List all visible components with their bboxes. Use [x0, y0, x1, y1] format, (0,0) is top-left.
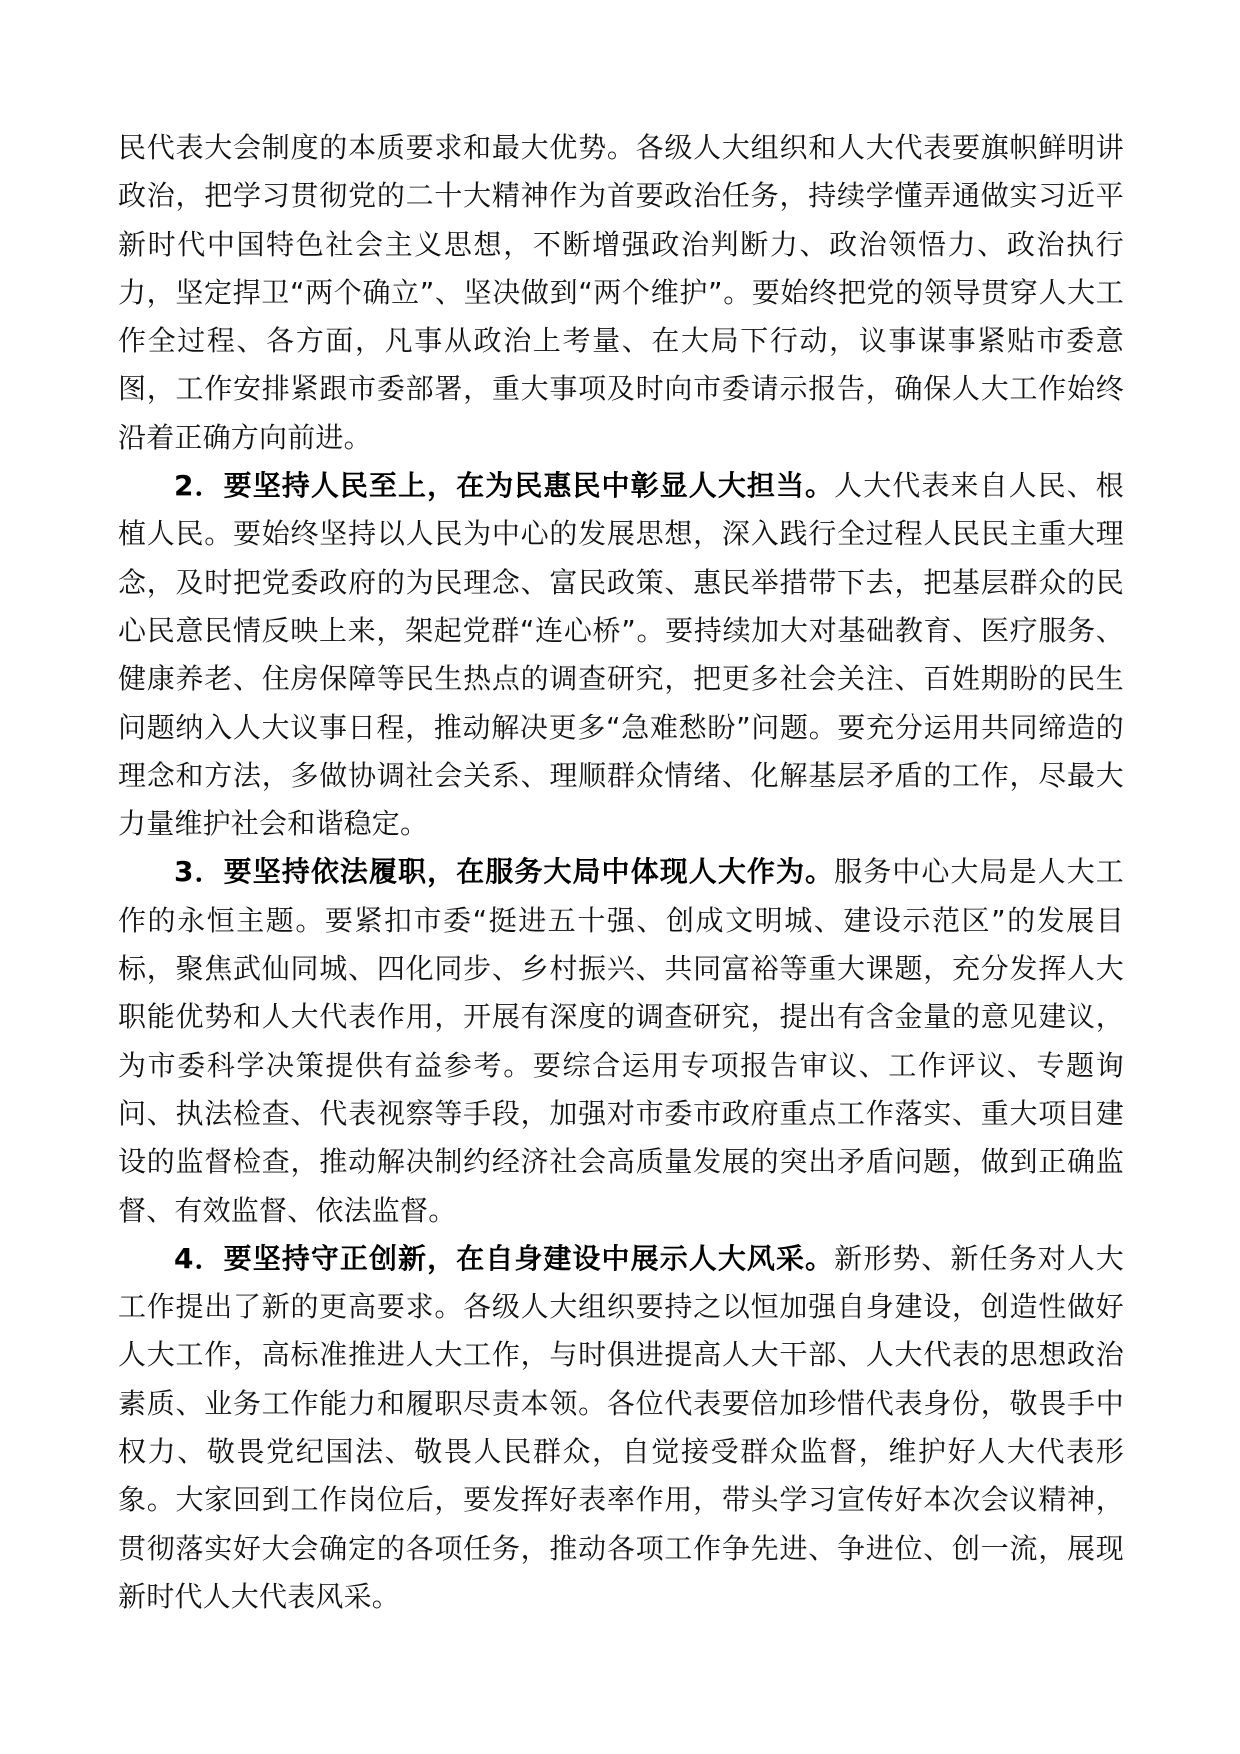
paragraph-text: 服务中心大局是人大工作的永恒主题。要紧扣市委“挺进五十强、创成文明城、建设示范区”的发展目标，聚焦武仙同城、四化同步、乡村振兴、共同富裕等重大课题，充分发挥人大职能优势和人大代表作用，开展有深度的调查研究，提出有含金量的意见建议，为市委科学决策提供有益参考。要综合运用专项报告审议、工作评议、专题询问、执法检查、代表视察等手段，加强对市委市政府重点工作落实、重大项目建设的监督检查，推动解决制约经济社会高质量发展的突出矛盾问题，做到正确监督、有效监督、依法监督。 [118, 855, 1124, 1227]
paragraph-text: 民代表大会制度的本质要求和最大优势。各级人大组织和人大代表要旗帜鲜明讲政治，把学习贯彻党的二十大精神作为首要政治任务，持续学懂弄通做实习近平新时代中国特色社会主义思想，不断增强政治判断力、政治领悟力、政治执行力，坚定捍卫“两个确立”、坚决做到“两个维护”。要始终把党的领导贯穿人大工作全过程、各方面，凡事从政治上考量、在大局下行动，议事谋事紧贴市委意图，工作安排紧跟市委部署，重大事项及时向市委请示报告，确保人大工作始终沿着正确方向前进。 [118, 131, 1124, 454]
paragraph-text: 人大代表来自人民、根植人民。要始终坚持以人民为中心的发展思想，深入践行全过程人民民主重大理念，及时把党委政府的为民理念、富民政策、惠民举措带下去，把基层群众的民心民意民情反映上来，架起党群“连心桥”。要持续加大对基础教育、医疗服务、健康养老、住房保障等民生热点的调查研究，把更多社会关注、百姓期盼的民生问题纳入人大议事日程，推动解决更多“急难愁盼”问题。要充分运用共同缔造的理念和方法，多做协调社会关系、理顺群众情绪、化解基层矛盾的工作，尽最大力量维护社会和谐稳定。 [118, 469, 1124, 841]
paragraph-continued [118, 124, 1124, 462]
document-body [118, 124, 1124, 1621]
paragraph-2 [118, 462, 1124, 848]
paragraph-heading: 3．要坚持依法履职，在服务大局中体现人大作为。 [174, 855, 835, 889]
paragraph-3 [118, 848, 1124, 1234]
paragraph-heading: 4．要坚持守正创新，在自身建设中展示人大风采。 [174, 1241, 835, 1275]
paragraph-text: 新形势、新任务对人大工作提出了新的更高要求。各级人大组织要持之以恒加强自身建设，创造性做好人大工作，高标准推进人大工作，与时俱进提高人大干部、人大代表的思想政治素质、业务工作能力和履职尽责本领。各位代表要倍加珍惜代表身份，敬畏手中权力、敬畏党纪国法、敬畏人民群众，自觉接受群众监督，维护好人大代表形象。大家回到工作岗位后，要发挥好表率作用，带头学习宣传好本次会议精神，贯彻落实好大会确定的各项任务，推动各项工作争先进、争进位、创一流，展现新时代人大代表风采。 [118, 1241, 1124, 1613]
paragraph-heading: 2．要坚持人民至上，在为民惠民中彰显人大担当。 [174, 469, 835, 503]
paragraph-4 [118, 1235, 1124, 1621]
